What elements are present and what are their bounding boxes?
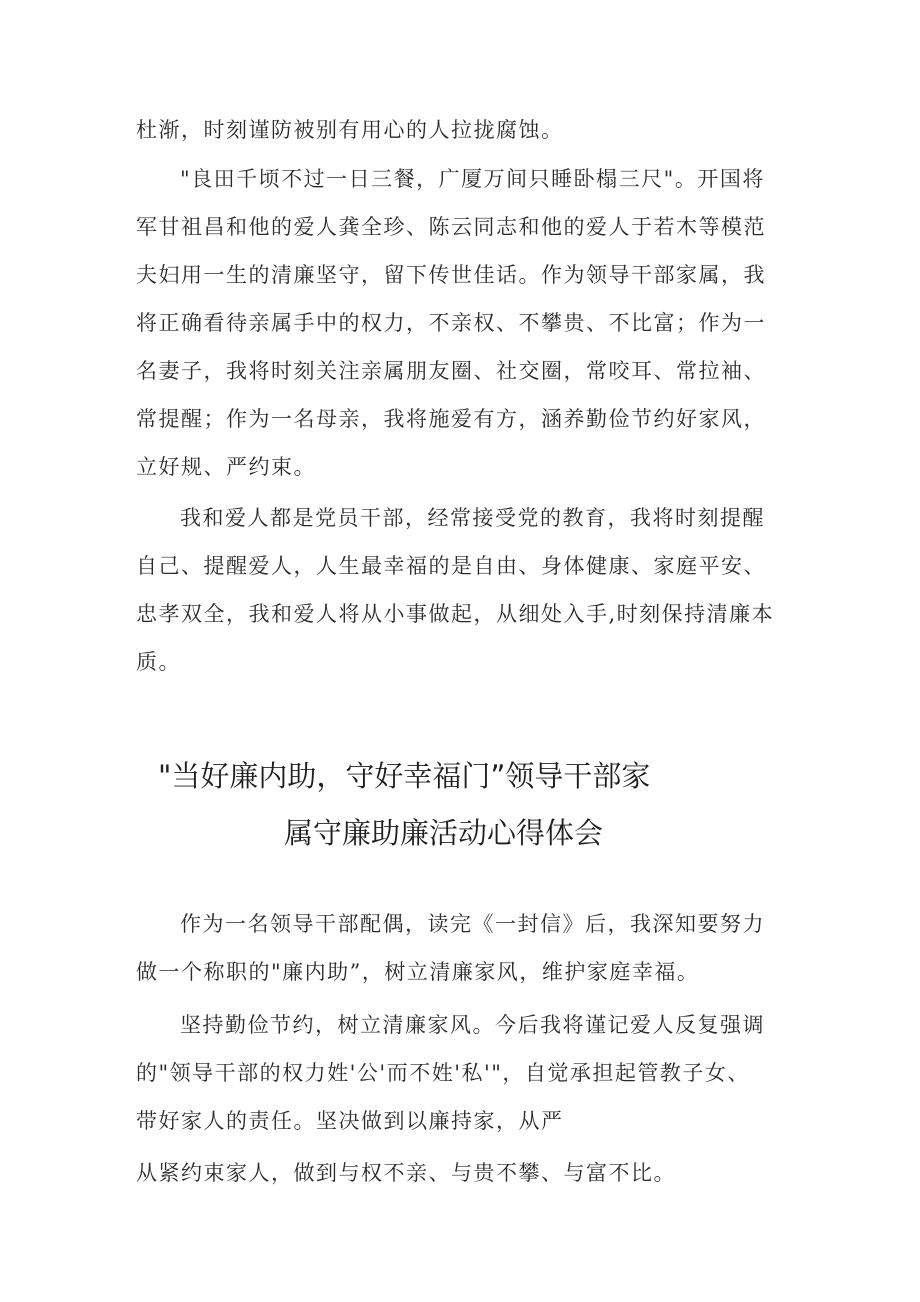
text-line: 夫妇用一生的清廉坚守，留下传世佳话。作为领导干部家属，我 xyxy=(136,263,766,287)
text-line: 名妻子，我将时刻关注亲属朋友圈、社交圈，常咬耳、常拉袖、 xyxy=(136,359,766,383)
title-line-2: 属守廉助廉活动心得体会 xyxy=(284,816,604,850)
text-line: 忠孝双全，我和爱人将从小事做起，从细处入手,时刻保持清廉本 xyxy=(136,602,775,626)
text-line: 质。 xyxy=(136,650,181,674)
paragraph-intro xyxy=(136,900,796,996)
text-line: 带好家人的责任。坚决做到以廉持家，从严 xyxy=(136,1109,564,1133)
text-line: 立好规、严约束。 xyxy=(136,455,316,479)
text-line: 杜渐，时刻谨防被别有用心的人拉拢腐蚀。 xyxy=(136,118,564,142)
paragraph-party-members xyxy=(136,494,796,686)
text-line: 的"领导干部的权力姓'公'而不姓'私'"，自觉承担起管教子女、 xyxy=(136,1061,750,1085)
text-line: 军甘祖昌和他的爱人龚全珍、陈云同志和他的爱人于若木等模范 xyxy=(136,215,766,239)
text-line: 从紧约束家人，做到与权不亲、与贵不攀、与富不比。 xyxy=(136,1161,676,1185)
text-line: 做一个称职的"廉内助”，树立清廉家风，维护家庭幸福。 xyxy=(136,960,700,984)
paragraph-liangtian xyxy=(136,155,796,491)
paragraph-thrift xyxy=(136,1001,796,1145)
text-line: 常提醒；作为一名母亲，我将施爱有方，涵养勤俭节约好家风， xyxy=(136,407,766,431)
text-line: 自己、提醒爱人，人生最幸福的是自由、身体健康、家庭平安、 xyxy=(136,554,766,578)
text-line: 将正确看待亲属手中的权力，不亲权、不攀贵、不比富；作为一 xyxy=(136,311,766,335)
text-line: "良田千顷不过一日三餐，广厦万间只睡卧榻三尺"。开国将 xyxy=(180,167,765,191)
text-line: 我和爱人都是党员干部，经常接受党的教育，我将时刻提醒 xyxy=(180,506,765,530)
text-line: 坚持勤俭节约，树立清廉家风。今后我将谨记爱人反复强调 xyxy=(180,1013,765,1037)
paragraph-strict xyxy=(136,1149,796,1197)
title-line-1: "当好廉内助，守好幸福门”领导干部家 xyxy=(158,759,651,793)
paragraph-continuation xyxy=(136,106,796,154)
text-line: 作为一名领导干部配偶，读完《一封信》后，我深知要努力 xyxy=(180,912,765,936)
